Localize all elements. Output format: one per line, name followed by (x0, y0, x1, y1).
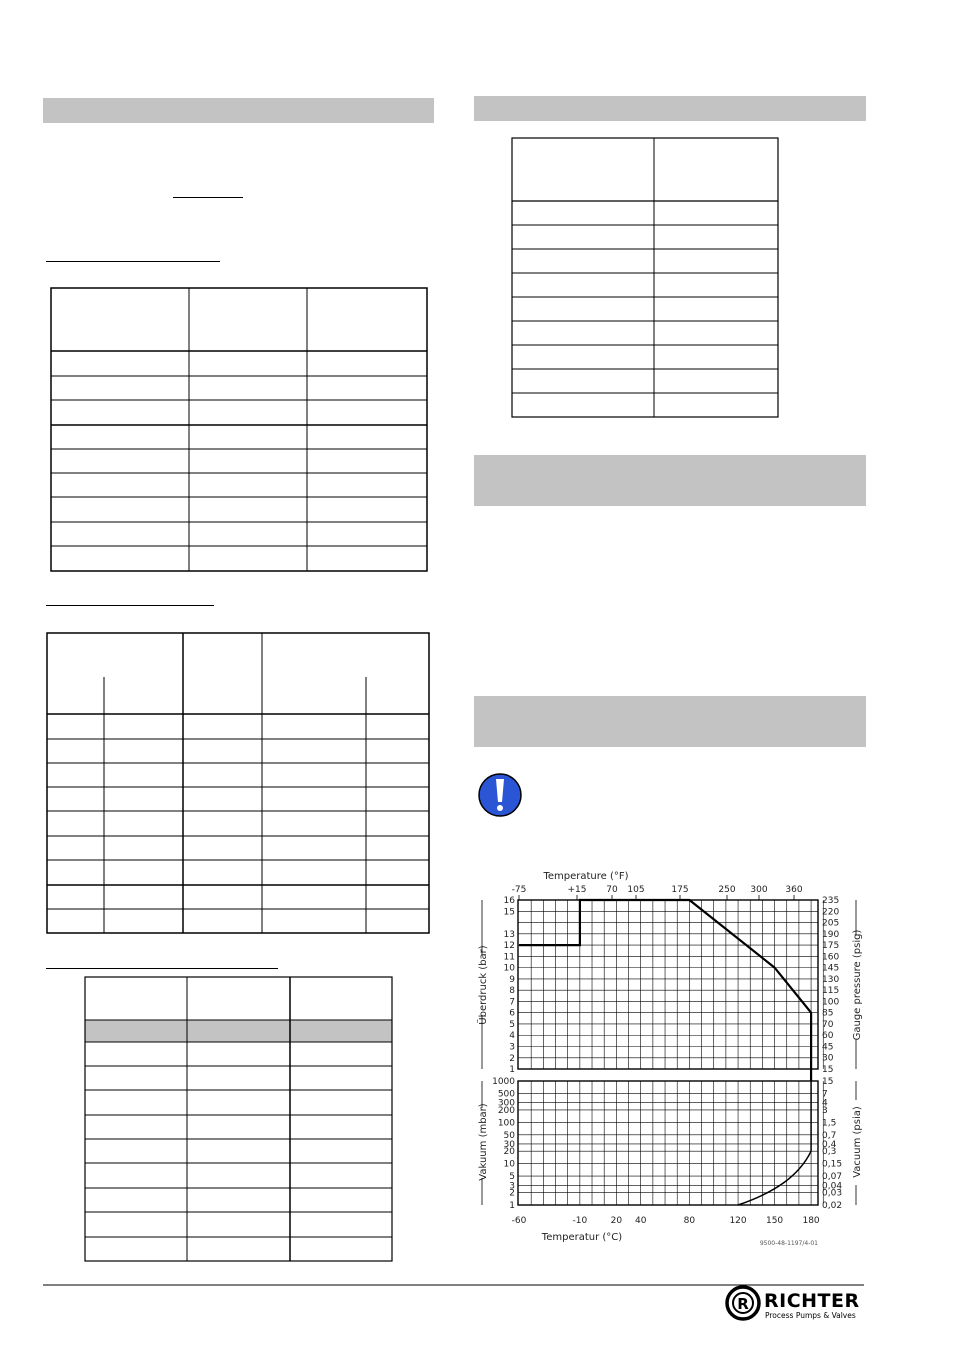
left-bottom-tick-label: 2 (509, 1188, 515, 1199)
diagram-frame-vacuum (518, 1081, 818, 1205)
top-tick-label: +15 (567, 885, 587, 895)
right-top-tick-label: 205 (822, 918, 840, 929)
left-top-tick-label: 13 (503, 929, 515, 940)
right-bottom-tick-label: 0,4 (822, 1139, 837, 1150)
bottom-tick-label: 40 (634, 1216, 647, 1226)
left-top-tick-label: 5 (509, 1019, 515, 1030)
table-left-1 (51, 288, 427, 571)
richter-logo-mark-icon (727, 1287, 759, 1319)
right-bottom-tick-label: 0,07 (822, 1172, 843, 1183)
right-bottom-tick-label: 4 (822, 1098, 828, 1109)
top-tick-label: 105 (627, 885, 645, 895)
right-bottom-tick-label: 0,15 (822, 1159, 843, 1170)
top-tick-label: 250 (718, 885, 736, 895)
logo-tagline: Process Pumps & Valves (765, 1311, 856, 1320)
right-top-tick-label: 130 (822, 974, 840, 985)
right-top-tick-label: 30 (822, 1053, 834, 1064)
pressure-temperature-diagram (476, 871, 863, 1247)
right-top-tick-label: 160 (822, 952, 840, 963)
left-bottom-tick-label: 20 (503, 1147, 515, 1158)
right-bottom-tick-label: 0,3 (822, 1147, 837, 1158)
top-tick-label: -75 (511, 885, 527, 895)
logo-mark-letter: R (737, 1295, 749, 1313)
left-bottom-tick-label: 500 (497, 1089, 515, 1100)
left-top-tick-label: 8 (509, 986, 515, 997)
bottom-tick-label: 180 (802, 1216, 820, 1226)
left-bottom-tick-label: 100 (497, 1118, 515, 1129)
left-bottom-axis-title: Vakuum (mbar) (478, 1103, 489, 1181)
left-bottom-tick-label: 10 (503, 1159, 515, 1170)
left-bottom-tick-label: 3 (509, 1181, 515, 1192)
exclamation-warning-icon (479, 774, 521, 816)
right-bottom-tick-label: 1,5 (822, 1118, 837, 1129)
right-bottom-tick-label: 3 (822, 1105, 828, 1116)
left-top-tick-label: 2 (509, 1053, 515, 1064)
right-top-tick-label: 85 (822, 1008, 834, 1019)
bottom-tick-label: 80 (683, 1216, 696, 1226)
left-top-tick-label: 4 (509, 1031, 515, 1042)
bottom-axis-title: Temperatur (°C) (541, 1232, 623, 1243)
diagram-frame-pressure (518, 900, 818, 1069)
right-top-tick-label: 45 (822, 1042, 834, 1053)
top-tick-label: 70 (606, 885, 618, 895)
bottom-tick-label: -10 (572, 1216, 588, 1226)
right-bottom-tick-label: 0,7 (822, 1130, 837, 1141)
right-top-axis-title: Gauge pressure (psig) (852, 929, 863, 1041)
table-right-1 (512, 138, 778, 417)
top-tick-label: 360 (785, 885, 803, 895)
left-bottom-tick-label: 50 (503, 1130, 515, 1141)
top-axis-title: Temperature (°F) (543, 871, 629, 882)
left-bottom-tick-label: 300 (497, 1098, 515, 1109)
right-top-tick-label: 175 (822, 941, 840, 952)
left-top-tick-label: 1 (509, 1065, 515, 1076)
bottom-tick-label: 150 (765, 1216, 784, 1226)
left-top-tick-label: 10 (503, 963, 515, 974)
left-bottom-tick-label: 200 (497, 1105, 515, 1116)
right-bottom-tick-label: 0,03 (822, 1188, 843, 1199)
right-top-tick-label: 70 (822, 1019, 834, 1030)
bottom-tick-label: 20 (610, 1216, 623, 1226)
left-top-tick-label: 15 (503, 907, 515, 918)
left-bottom-tick-label: 1 (509, 1201, 515, 1211)
top-tick-label: 175 (671, 885, 689, 895)
right-top-tick-label: 60 (822, 1031, 834, 1042)
left-top-tick-label: 3 (509, 1042, 515, 1053)
right-bottom-tick-label: 0,04 (822, 1181, 843, 1192)
bottom-tick-label: -60 (511, 1216, 527, 1226)
top-tick-label: 300 (750, 885, 768, 895)
logo-wordmark: RICHTER (764, 1290, 860, 1312)
right-top-tick-label: 15 (822, 1065, 834, 1075)
diagram-doc-number: 9500-48-1197/4-01 (759, 1240, 818, 1247)
table-left-3 (85, 977, 392, 1261)
right-top-tick-label: 190 (822, 929, 840, 940)
left-bottom-tick-label: 30 (503, 1139, 515, 1150)
right-top-tick-label: 145 (822, 963, 840, 974)
left-top-axis-title: Überdruck (bar) (478, 945, 489, 1025)
right-bottom-tick-label: 0,02 (822, 1201, 843, 1211)
right-top-tick-label: 100 (822, 997, 840, 1008)
left-bottom-tick-label: 5 (509, 1172, 515, 1183)
right-bottom-tick-label: 15 (822, 1077, 834, 1087)
left-top-tick-label: 16 (503, 896, 515, 906)
right-bottom-tick-label: 7 (822, 1089, 828, 1100)
left-top-tick-label: 12 (503, 941, 515, 952)
left-bottom-tick-label: 1000 (492, 1077, 515, 1087)
right-bottom-axis-title: Vacuum (psia) (852, 1106, 863, 1178)
left-top-tick-label: 7 (509, 997, 515, 1008)
left-top-tick-label: 9 (509, 974, 515, 985)
bottom-tick-label: 120 (729, 1216, 747, 1226)
left-top-tick-label: 6 (509, 1008, 515, 1019)
right-top-tick-label: 235 (822, 896, 840, 906)
left-top-tick-label: 11 (503, 952, 515, 963)
right-top-tick-label: 220 (822, 907, 840, 918)
table-left-2 (47, 633, 429, 933)
right-top-tick-label: 115 (822, 986, 840, 997)
